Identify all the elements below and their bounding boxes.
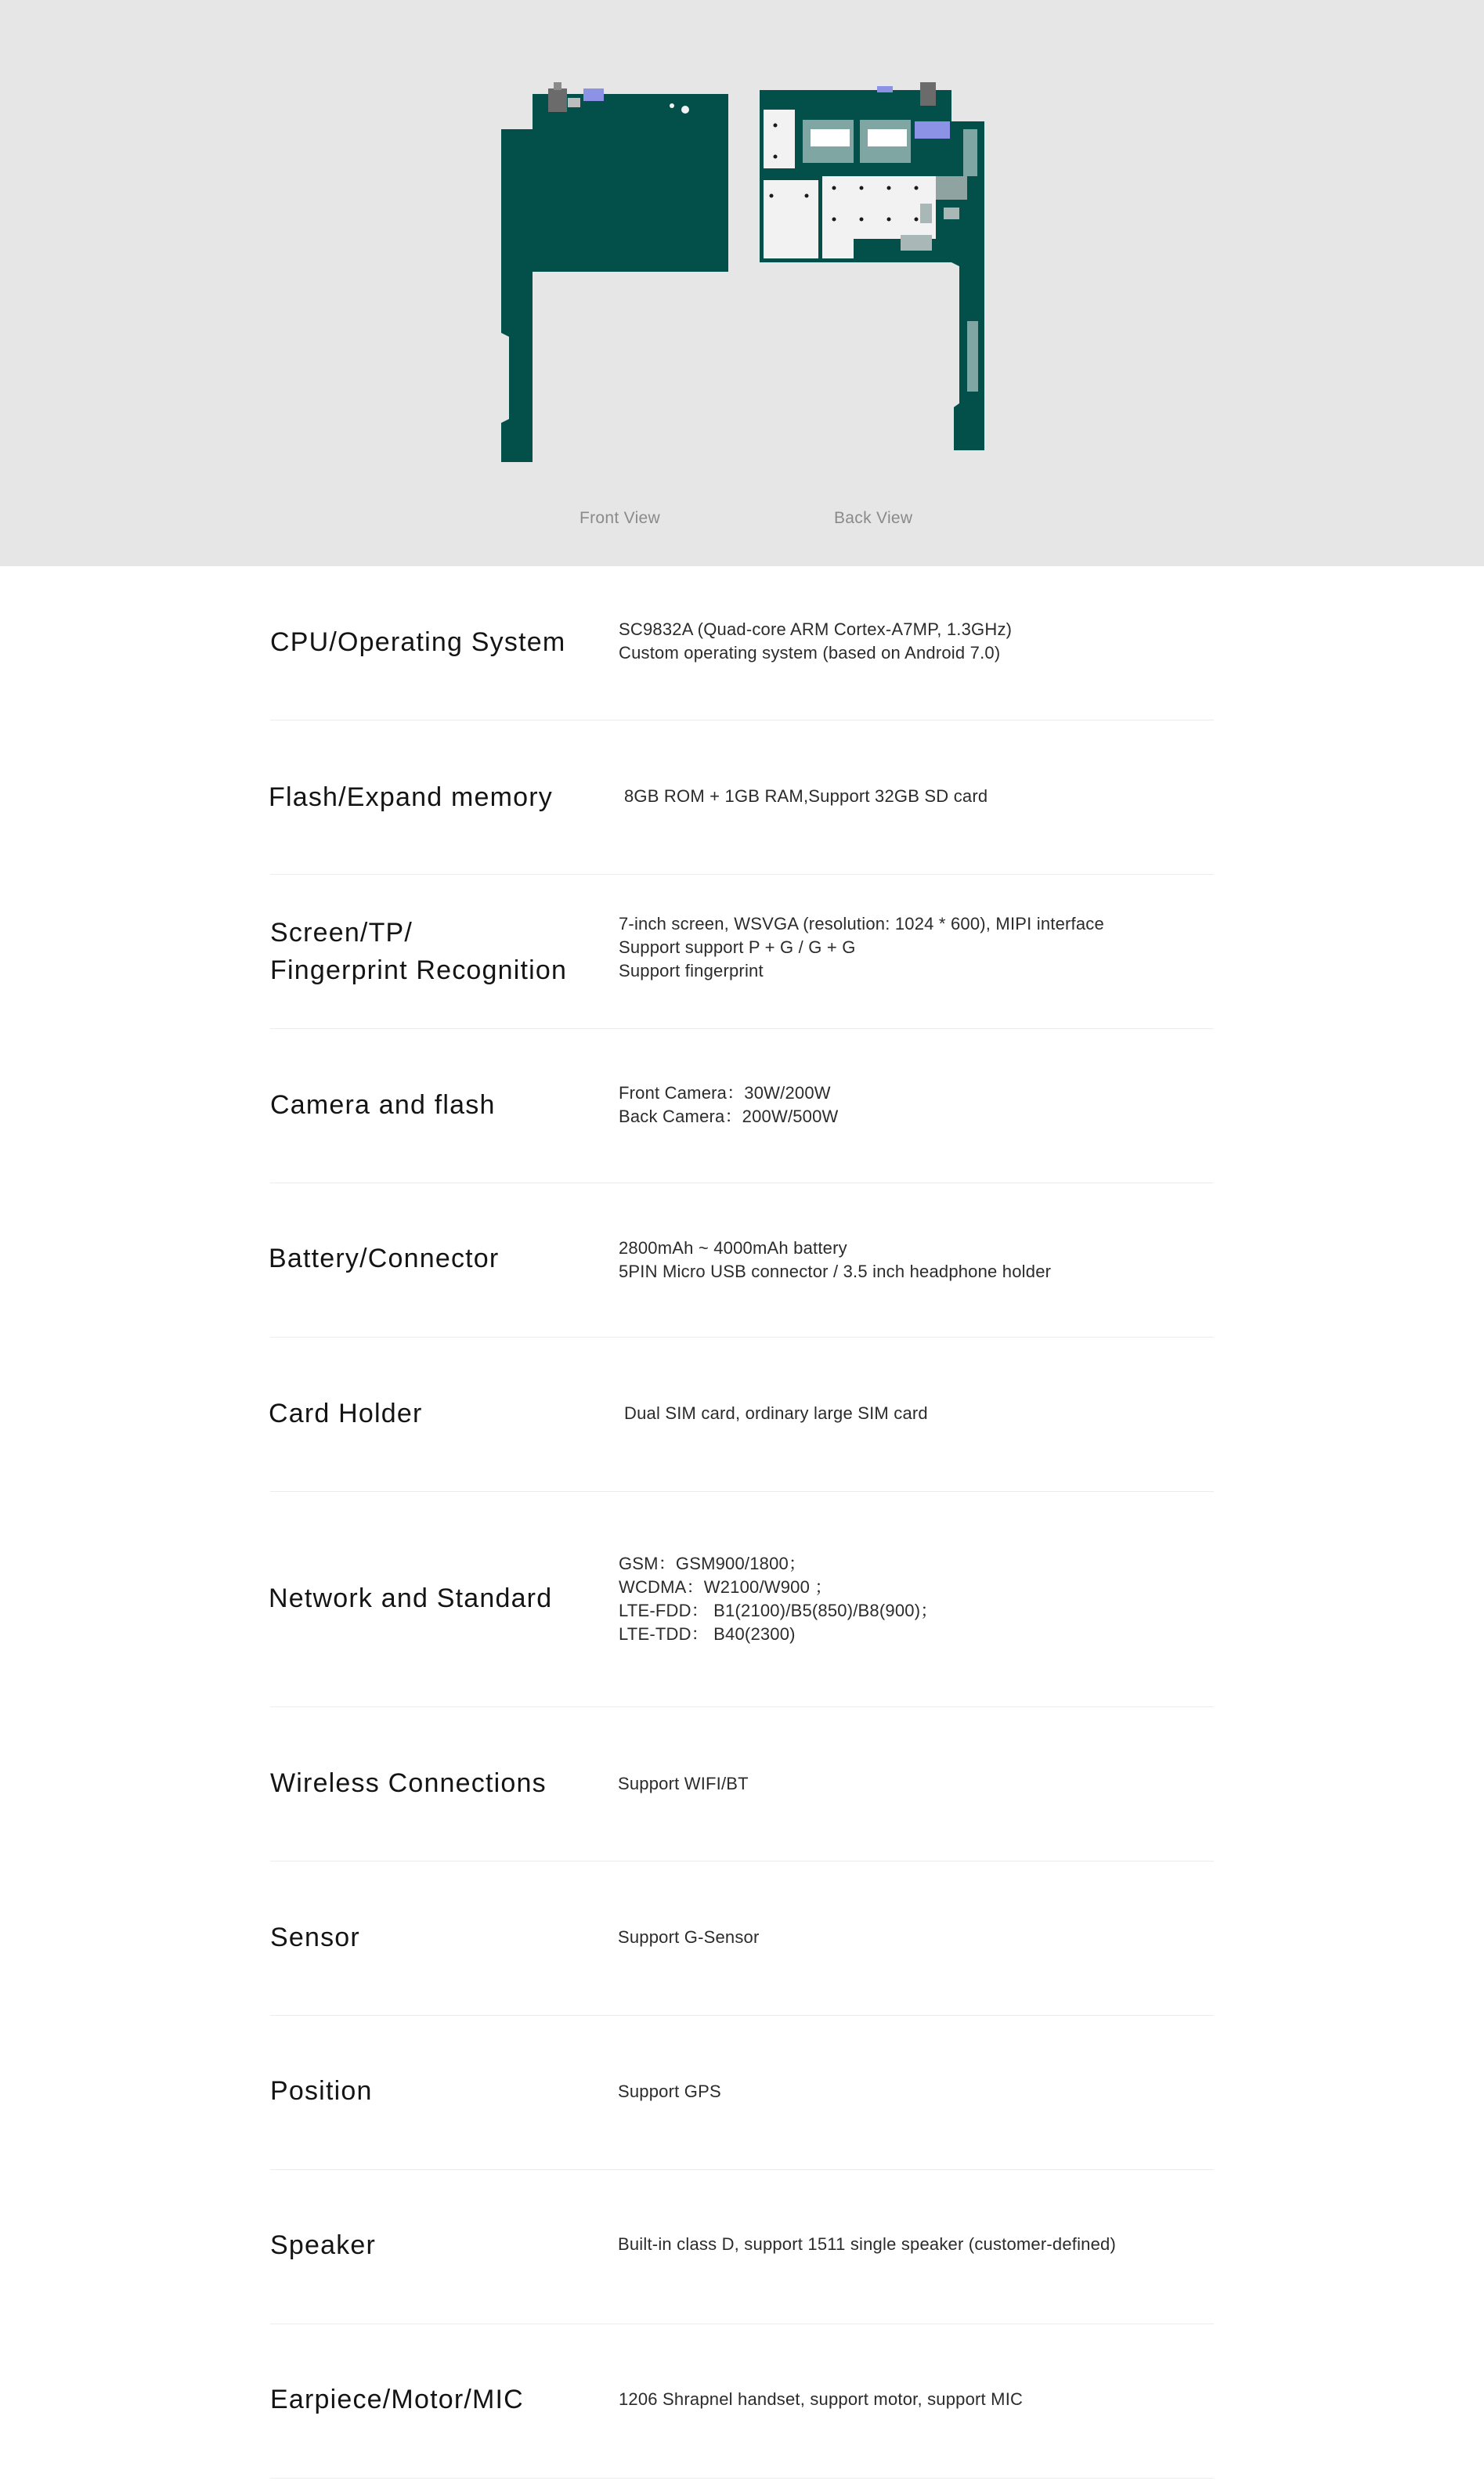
spec-row-position (270, 2016, 1214, 2170)
spec-description: Dual SIM card, ordinary large SIM card (624, 1403, 928, 1423)
spec-description: 7-inch screen, WSVGA (resolution: 1024 * 600), MIPI interface Support support P + G / G + G Support fingerprint (619, 914, 1104, 980)
spec-row-battery (270, 1183, 1214, 1338)
hero-section (0, 0, 1484, 566)
spec-label: Sensor (270, 1923, 360, 1952)
spec-description: Support GPS (618, 2082, 721, 2101)
spec-description: Built-in class D, support 1511 single speaker (customer-defined) (618, 2234, 1117, 2254)
spec-row-card-holder (270, 1338, 1214, 1492)
spec-row-sensor (270, 1861, 1214, 2016)
spec-description: GSM：GSM900/1800； WCDMA：W2100/W900 ； LTE-FDD： B1(2100)/B5(850)/B8(900)； LTE-TDD： B40(2300) (619, 1554, 938, 1644)
spec-row-wireless (270, 1707, 1214, 1861)
spec-row-earpiece (270, 2324, 1214, 2479)
spec-label: CPU/Operating System (270, 627, 566, 657)
spec-table (0, 566, 1484, 2488)
spec-description: SC9832A (Quad-core ARM Cortex-A7MP, 1.3GHz) Custom operating system (based on Android 7.0) (619, 619, 1013, 663)
spec-label: Camera and flash (270, 1090, 496, 1120)
front-view-caption: Front View (580, 509, 660, 527)
spec-label: Wireless Connections (270, 1768, 547, 1798)
spec-label: Speaker (270, 2230, 377, 2260)
spec-description: 2800mAh ~ 4000mAh battery 5PIN Micro USB connector / 3.5 inch headphone holder (619, 1238, 1052, 1281)
pcb-board-illustration (486, 74, 1002, 474)
spec-row-network (270, 1492, 1214, 1707)
spec-row-speaker (270, 2170, 1214, 2324)
spec-label: Battery/Connector (269, 1244, 500, 1273)
spec-description: Support G-Sensor (618, 1927, 760, 1947)
spec-description: 1206 Shrapnel handset, support motor, support MIC (619, 2389, 1024, 2409)
back-view-caption: Back View (834, 509, 913, 527)
spec-description: Front Camera：30W/200W Back Camera：200W/500W (619, 1083, 839, 1126)
spec-label: Earpiece/Motor/MIC (270, 2385, 524, 2414)
spec-label: Flash/Expand memory (269, 782, 553, 812)
back-board (760, 82, 984, 450)
spec-row-memory (270, 720, 1214, 875)
front-board (501, 82, 728, 462)
spec-description: Support WIFI/BT (618, 1774, 749, 1793)
spec-row-cpu (270, 566, 1214, 720)
spec-description: 8GB ROM + 1GB RAM,Support 32GB SD card (624, 786, 988, 806)
spec-label: Card Holder (269, 1399, 423, 1428)
spec-label: Screen/TP/ Fingerprint Recognition (270, 918, 568, 985)
spec-label: Position (270, 2076, 373, 2106)
spec-row-camera (270, 1029, 1214, 1183)
spec-row-screen (270, 875, 1214, 1029)
spec-label: Network and Standard (269, 1583, 553, 1613)
